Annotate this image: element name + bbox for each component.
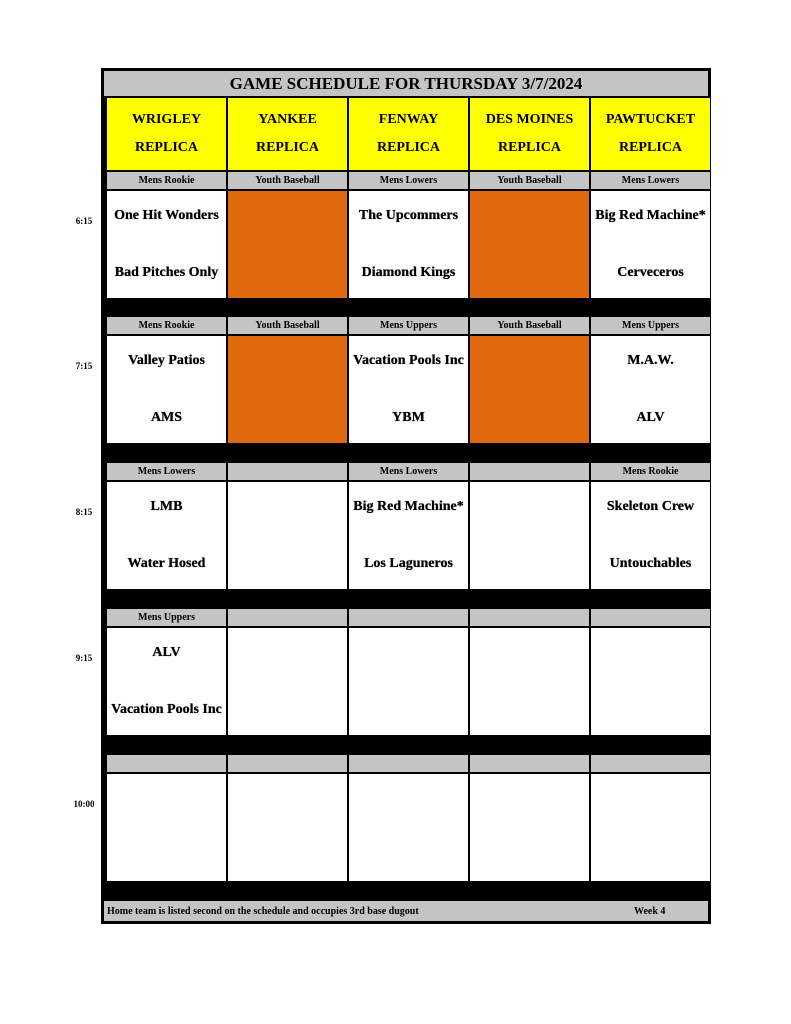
home-team: YBM: [392, 410, 425, 425]
blocked-slot: [228, 191, 347, 298]
game-slot: [107, 191, 226, 298]
division-label: Mens Rookie: [591, 463, 710, 480]
division-label: [470, 609, 589, 626]
game-slot: [107, 628, 226, 735]
field-header: [107, 98, 226, 170]
division-label: [349, 609, 468, 626]
division-label: Youth Baseball: [470, 317, 589, 334]
game-slot: [591, 191, 710, 298]
division-label: Mens Lowers: [349, 172, 468, 189]
game-slot: [349, 774, 468, 881]
field-subtitle: REPLICA: [255, 140, 319, 155]
time-label: 10:00: [73, 799, 95, 809]
game-slot: [591, 774, 710, 881]
home-team: ALV: [636, 410, 665, 425]
division-label: Mens Lowers: [591, 172, 710, 189]
division-label: [591, 755, 710, 772]
time-label: 8:15: [75, 507, 93, 517]
field-header: [349, 98, 468, 170]
division-label: [228, 463, 347, 480]
field-name: WRIGLEY: [131, 112, 202, 127]
away-team: The Upcommers: [358, 208, 459, 223]
division-label: Mens Lowers: [107, 463, 226, 480]
division-label: [107, 755, 226, 772]
blocked-slot: [470, 191, 589, 298]
footer-bar: [104, 901, 708, 921]
blocked-slot: [228, 336, 347, 443]
division-label: [591, 609, 710, 626]
game-slot: [349, 482, 468, 589]
away-team: M.A.W.: [627, 353, 674, 368]
time-label: 6:15: [75, 216, 93, 226]
home-team: Diamond Kings: [361, 265, 456, 280]
field-header: [470, 98, 589, 170]
field-subtitle: REPLICA: [497, 140, 561, 155]
game-slot: [349, 191, 468, 298]
division-label: Mens Rookie: [107, 172, 226, 189]
division-label: Mens Uppers: [349, 317, 468, 334]
home-team: Water Hosed: [127, 556, 206, 571]
field-name: PAWTUCKET: [605, 112, 696, 127]
away-team: Skeleton Crew: [606, 499, 695, 514]
home-team-note: Home team is listed second on the schedule and occupies 3rd base dugout: [107, 905, 419, 917]
division-label: [470, 463, 589, 480]
division-label: [228, 609, 347, 626]
away-team: ALV: [152, 645, 181, 660]
game-slot: [591, 482, 710, 589]
game-slot: [470, 628, 589, 735]
game-slot: [349, 336, 468, 443]
division-label: [349, 755, 468, 772]
division-label: Youth Baseball: [470, 172, 589, 189]
game-slot: [591, 336, 710, 443]
field-subtitle: REPLICA: [134, 140, 198, 155]
away-team: Big Red Machine*: [595, 208, 706, 223]
away-team: Big Red Machine*: [353, 499, 464, 514]
time-label: 7:15: [75, 361, 93, 371]
division-label: Youth Baseball: [228, 172, 347, 189]
home-team: Cerveceros: [617, 265, 684, 280]
game-slot: [228, 482, 347, 589]
away-team: LMB: [150, 499, 183, 514]
game-slot: [228, 774, 347, 881]
time-label: 9:15: [75, 653, 93, 663]
division-label: [470, 755, 589, 772]
field-name: FENWAY: [378, 112, 439, 127]
game-slot: [228, 628, 347, 735]
game-slot: [107, 774, 226, 881]
home-team: Los Laguneros: [364, 556, 453, 571]
game-slot: [107, 482, 226, 589]
blocked-slot: [470, 336, 589, 443]
division-label: Mens Lowers: [349, 463, 468, 480]
division-label: [228, 755, 347, 772]
week-label: Week 4: [634, 905, 666, 917]
game-slot: [591, 628, 710, 735]
division-label: Mens Uppers: [591, 317, 710, 334]
division-label: Mens Uppers: [107, 609, 226, 626]
home-team: AMS: [150, 410, 183, 425]
field-subtitle: REPLICA: [618, 140, 682, 155]
field-name: DES MOINES: [485, 112, 574, 127]
game-slot: [470, 482, 589, 589]
schedule-title: GAME SCHEDULE FOR THURSDAY 3/7/2024: [104, 71, 708, 96]
home-team: Untouchables: [609, 556, 692, 571]
game-slot: [349, 628, 468, 735]
division-label: Youth Baseball: [228, 317, 347, 334]
schedule-table: [101, 68, 711, 924]
home-team: Vacation Pools Inc: [111, 702, 222, 717]
away-team: Valley Patios: [128, 353, 205, 368]
field-subtitle: REPLICA: [376, 140, 440, 155]
game-slot: [470, 774, 589, 881]
field-header: [591, 98, 710, 170]
home-team: Bad Pitches Only: [114, 265, 219, 280]
game-slot: [107, 336, 226, 443]
division-label: Mens Rookie: [107, 317, 226, 334]
field-name: YANKEE: [258, 112, 317, 127]
away-team: One Hit Wonders: [114, 208, 219, 223]
away-team: Vacation Pools Inc: [353, 353, 464, 368]
field-header: [228, 98, 347, 170]
